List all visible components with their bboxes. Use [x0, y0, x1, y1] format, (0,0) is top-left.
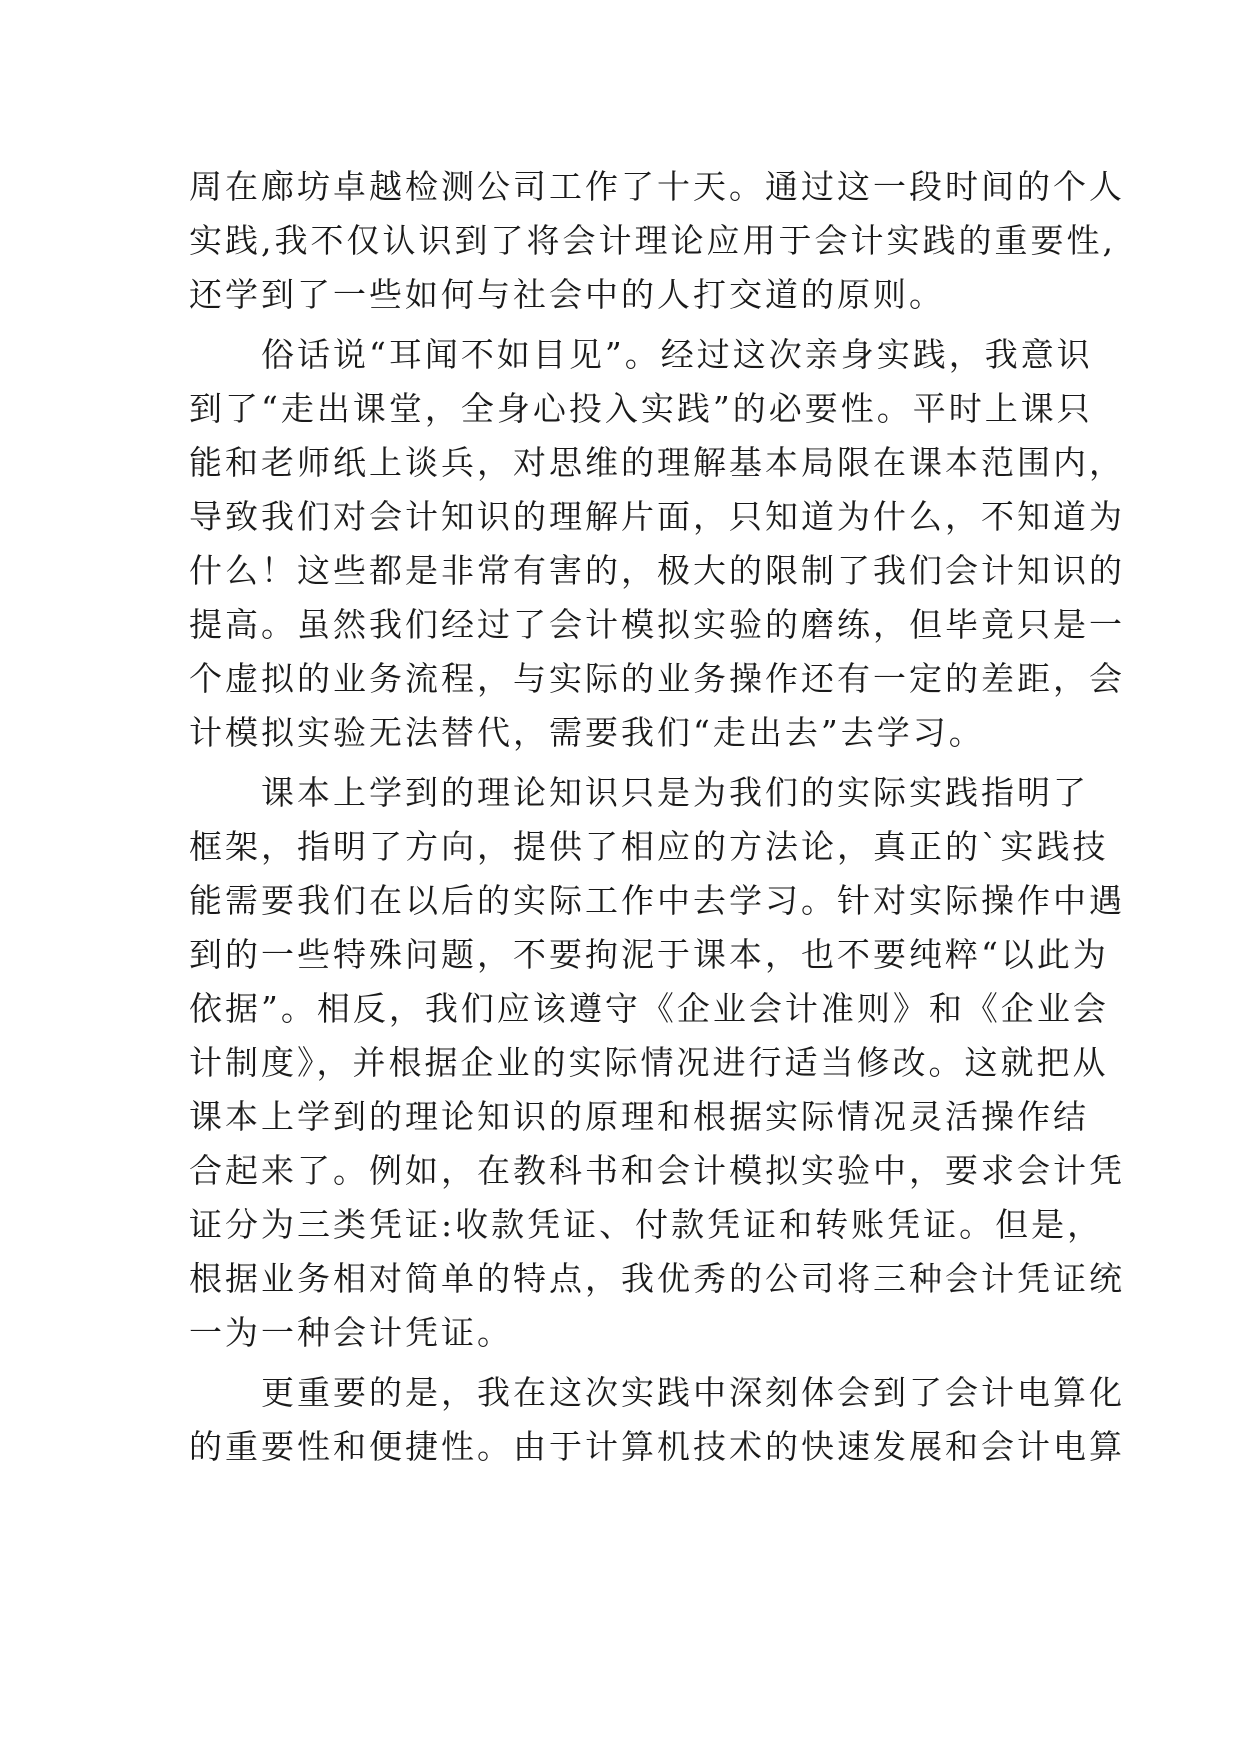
text-line: 还学到了一些如何与社会中的人打交道的原则。	[189, 275, 945, 314]
text-line: 一为一种会计凭证。	[189, 1313, 513, 1352]
text-line: 个虚拟的业务流程，与实际的业务操作还有一定的差距，会	[189, 659, 1125, 698]
text-line: 周在廊坊卓越检测公司工作了十天。通过这一段时间的个人	[189, 167, 1125, 206]
text-line: 能和老师纸上谈兵，对思维的理解基本局限在课本范围内，	[189, 443, 1125, 482]
text-line: 到了“走出课堂，全身心投入实践”的必要性。平时上课只	[189, 389, 1093, 428]
text-line: 实践,我不仅认识到了将会计理论应用于会计实践的重要性,	[189, 221, 1116, 260]
text-line: 课本上学到的理论知识只是为我们的实际实践指明了	[189, 773, 1089, 812]
text-line: 提高。虽然我们经过了会计模拟实验的磨练，但毕竟只是一	[189, 605, 1125, 644]
text-line: 到的一些特殊问题，不要拘泥于课本，也不要纯粹“以此为	[189, 935, 1109, 974]
paragraph-1	[189, 160, 1125, 322]
paragraph-2	[189, 328, 1125, 760]
document-body	[189, 160, 1125, 1474]
text-line: 证分为三类凭证:收款凭证、付款凭证和转账凭证。但是，	[189, 1205, 1104, 1244]
paragraph-3	[189, 766, 1125, 1360]
paragraph-4	[189, 1366, 1125, 1474]
text-line: 计模拟实验无法替代，需要我们“走出去”去学习。	[189, 713, 985, 752]
text-line: 导致我们对会计知识的理解片面，只知道为什么，不知道为	[189, 497, 1125, 536]
text-line: 计制度》，并根据企业的实际情况进行适当修改。这就把从	[189, 1043, 1109, 1082]
text-line: 依据”。相反，我们应该遵守《企业会计准则》和《企业会	[189, 989, 1109, 1028]
text-line: 更重要的是，我在这次实践中深刻体会到了会计电算化	[189, 1373, 1125, 1412]
text-line: 根据业务相对简单的特点，我优秀的公司将三种会计凭证统	[189, 1259, 1125, 1298]
text-line: 的重要性和便捷性。由于计算机技术的快速发展和会计电算	[189, 1427, 1125, 1466]
text-line: 框架，指明了方向，提供了相应的方法论，真正的`实践技	[189, 827, 1109, 866]
text-line: 合起来了。例如，在教科书和会计模拟实验中，要求会计凭	[189, 1151, 1125, 1190]
text-line: 什么！这些都是非常有害的，极大的限制了我们会计知识的	[189, 551, 1125, 590]
text-line: 能需要我们在以后的实际工作中去学习。针对实际操作中遇	[189, 881, 1125, 920]
text-line: 课本上学到的理论知识的原理和根据实际情况灵活操作结	[189, 1097, 1089, 1136]
text-line: 俗话说“耳闻不如目见”。经过这次亲身实践，我意识	[189, 335, 1093, 374]
